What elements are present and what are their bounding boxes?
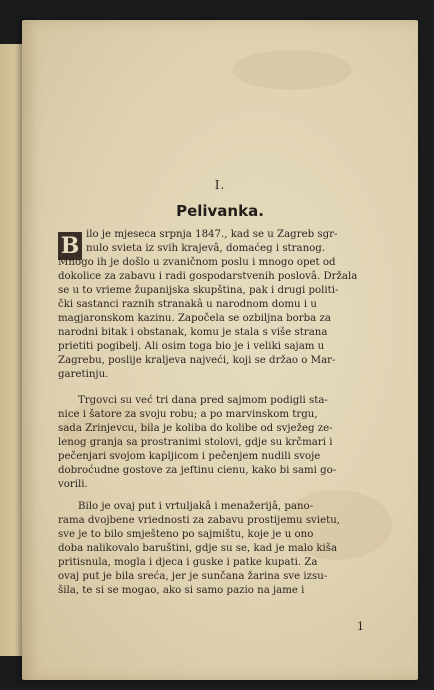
text-line: rama dvojbene vriednosti za zabavu prostijemu svietu, [58,515,340,526]
text-line: se u to vrieme županijska skupština, pak i drugi politi- [58,285,339,296]
text-line: magjaronskom kazinu. Započela se ozbiljna borba za [58,313,331,324]
page-number: 1 [357,620,364,633]
text-line: Mnogo ih je došlo u zvaničnom poslu i mnogo opet od [58,257,336,268]
text-line: nice i šatore za svoju robu; a po marvinskom trgu, [58,409,318,420]
text-line: šila, te si se mogao, ako si samo pazio na jame i [58,585,305,596]
text-line: pečenjari svojom kapljicom i pečenjem nudili svoje [58,451,321,462]
text-line: garetinju. [58,369,109,380]
paragraph-1 [58,228,388,382]
text-line: dokolice za zabavu i radi gospodarstvenih poslovâ. Držala [58,271,358,282]
chapter-title: Pelivanka. [176,202,264,220]
book-page [22,20,418,680]
text-line: ilo je mjeseca srpnja 1847., kad se u Zagreb sgr- [86,229,338,240]
text-line: lenog granja sa prostranimi stolovi, gdje su krčmari i [58,437,333,448]
text-line: sve je to bilo smješteno po sajmištu, koje je u ono [58,529,314,540]
text-line: doba nalikovalo baruštini, gdje su se, kad je malo kiša [58,543,338,554]
text-line: prietiti pogibelj. Ali osim toga bio je i veliki sajam u [58,341,325,352]
text-line: Bilo je ovaj put i vrtuljakâ i menažerijâ, pano- [78,501,314,512]
text-line: vorili. [58,479,88,490]
paper-stain [232,50,352,90]
text-line: Trgovci su već tri dana pred sajmom podigli sta- [78,395,328,406]
text-line: čki sastanci raznih stranakâ u narodnom domu i u [58,299,317,310]
text-line: pritisnula, mogla i djeca i guske i patke kupati. Za [58,557,318,568]
text-line: ovaj put je bila sreća, jer je sunčana žarina sve izsu- [58,571,328,582]
decorative-initial: B [58,232,82,260]
text-line: narodni bitak i obstanak, komu je stala s više strana [58,327,328,338]
paragraph-2 [58,394,388,492]
text-line: nulo svieta iz svih krajevâ, domaćeg i stranog. [86,243,326,254]
text-line: sada Zrinjevcu, bila je koliba do kolibe od svježeg ze- [58,423,333,434]
text-line: dobroćudne gostove za jeftinu cienu, kako bi sami go- [58,465,337,476]
chapter-number: I. [214,178,226,192]
paragraph-3 [58,500,388,598]
text-line: Zagrebu, poslije kraljeva najveći, koji se držao o Mar- [58,355,336,366]
